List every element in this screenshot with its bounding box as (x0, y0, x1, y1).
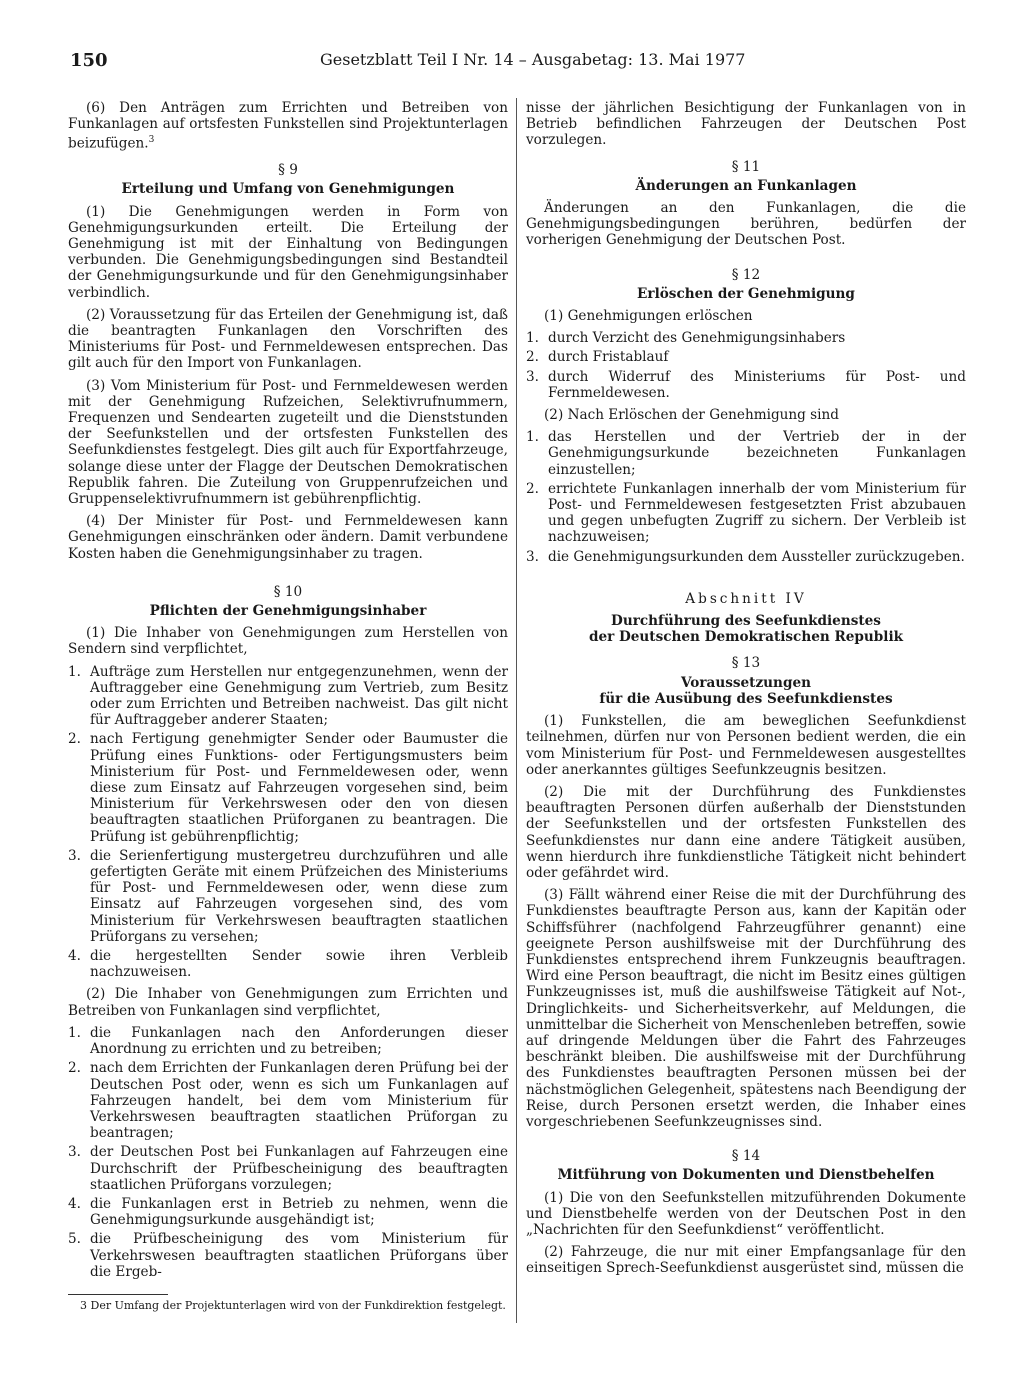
footnote-rule (68, 1294, 168, 1295)
section-title-line: Voraussetzungen (681, 674, 811, 691)
list-text: die Funkanlagen nach den Anforderungen dieser Anordnung zu errichten und zu betreiben; (90, 1024, 508, 1058)
numbered-list (526, 429, 966, 565)
list-item (68, 1231, 508, 1280)
section-number: § 10 (273, 583, 303, 600)
paragraph: (1) Die von den Seefunkstellen mitzuführenden Dokumente und Dienstbehelfe werden von der Deutschen Post in den „Nachrichten für den Seefunkdienst“ veröffentlicht. (526, 1189, 966, 1238)
paragraph: (3) Fällt während einer Reise die mit der Durchführung des Funkdienstes beauftragte Person aus, kann der Kapitän oder Schiffsführer (nachfolgend Fahrzeugführer genannt) eine geeignete Person aushilfsweise mit der Durchführung des Funkdienstes entsprechend ihrem Funkzeugnis beauftragen. Wird eine Person beauftragt, die nicht im Besitz eines gültigen Funkzeugnisses ist, muß die aushilfsweise Tätigkeit auf Not-, Dringlichkeits- und Sicherheitsverkehr, auf Meldungen, die unmittelbar die Sicherheit von Menschenleben betreffen, sowie auf dringende Meldungen über die Fahrt des Fahrzeuges beschränkt bleiben. Die aushilfsweise mit der Durchführung des Funkdienstes beauftragten Personen müssen bei der nächstmöglichen Gelegenheit, spätestens nach Beendigung der Reise, durch Personen ersetzt werden, die Inhaber eines vorgeschriebenen Seefunkzeugnisses sind. (526, 887, 966, 1130)
left-column (68, 100, 508, 1318)
list-number: 4. (68, 948, 81, 965)
list-item (68, 948, 508, 980)
list-item (526, 549, 966, 565)
paragraph: (2) Voraussetzung für das Erteilen der Genehmigung ist, daß die beantragten Funkanlagen den Vorschriften des Ministeriums für Post- und Fernmeldewesen entsprechen. Das gilt auch für den Import von Funkanlagen. (68, 306, 508, 372)
list-text: durch Widerruf des Ministeriums für Post- und Fernmeldewesen. (548, 368, 966, 401)
list-item (68, 1060, 508, 1141)
section-number: § 11 (731, 158, 761, 175)
list-item (68, 1025, 508, 1057)
list-number: 1. (526, 330, 539, 347)
list-number: 3. (526, 548, 539, 565)
list-number: 4. (68, 1195, 81, 1212)
section-number: § 13 (731, 655, 761, 672)
paragraph: (1) Genehmigungen erlöschen (544, 308, 753, 325)
right-column (526, 100, 966, 1283)
numbered-list (68, 1025, 508, 1280)
section-number: § 14 (731, 1148, 761, 1165)
paragraph: (1) Funkstellen, die am beweglichen Seefunkdienst teilnehmen, dürfen nur von Personen bedient werden, die ein vom Ministerium für Post- und Fernmeldewesen ausgestelltes oder anerkanntes gültiges Seefunkzeugnis besitzen. (526, 713, 966, 778)
column-divider (516, 98, 517, 1323)
paragraph: (1) Die Genehmigungen werden in Form von Genehmigungsurkunden erteilt. Die Erteilung der Genehmigung ist mit der Einhaltung von Bedingungen verbunden. Die Genehmigungsbedingungen sind Bestandteil der Genehmigungsurkunde und für den Genehmigungsinhaber verbindlich. (68, 203, 508, 301)
list-text: nach Fertigung genehmigter Sender oder Baumuster die Prüfung eines Funktions- oder Fertigungsmusters beim Ministerium für Post- und Fernmeldewesen oder, wenn diese zum Einsatz auf Fahrzeugen vorgesehen sind, beim Ministerium für Verkehrswesen oder den von diesen beauftragten staatlichen Prüforganen zu beantragen. Die Prüfung ist gebührenpflichtig; (90, 731, 508, 845)
list-item (526, 330, 966, 346)
section-title: Erteilung und Umfang von Genehmigungen (121, 181, 455, 198)
section-number: § 9 (278, 162, 298, 179)
list-item (526, 349, 966, 365)
paragraph-text: (6) Den Anträgen zum Errichten und Betreiben von Funkanlagen auf ortsfesten Funkstellen sind Projektunterlagen beizufügen. (68, 100, 508, 152)
list-number: 3. (68, 847, 81, 864)
footnote-ref: 3 (148, 135, 155, 146)
paragraph: (2) Fahrzeuge, die nur mit einer Empfangsanlage für den einseitigen Sprech-Seefunkdienst ausgerüstet sind, müssen die (526, 1244, 966, 1277)
list-number: 1. (526, 429, 539, 446)
list-text: Aufträge zum Herstellen nur entgegenzunehmen, wenn der Auftraggeber eine Genehmigung zum Vertrieb, zum Besitz oder zum Errichten und Betreiben nachweist. Das gilt nicht für Auftraggeber anderer Staaten; (90, 663, 508, 729)
list-item (68, 664, 508, 729)
list-text: errichtete Funkanlagen innerhalb der vom Ministerium für Post- und Fernmeldewesen festgesetzten Frist abzubauen und gegen unbefugten Zugriff zu sichern. Der Verbleib ist nachzuweisen; (548, 480, 966, 546)
list-item (68, 1144, 508, 1193)
numbered-list (68, 664, 508, 981)
paragraph (68, 100, 508, 152)
list-text: das Herstellen und der Vertrieb der in der Genehmigungsurkunde bezeichneten Funkanlagen einzustellen; (548, 429, 966, 478)
list-text: durch Fristablauf (548, 349, 669, 366)
section-number: § 12 (731, 266, 761, 283)
paragraph-continuation: nisse der jährlichen Besichtigung der Funkanlagen von in Betrieb befindlichen Fahrzeugen der Deutschen Post vorzulegen. (526, 100, 966, 149)
list-number: 2. (526, 480, 539, 497)
section-title-line: für die Ausübung des Seefunkdienstes (599, 690, 893, 707)
list-number: 1. (68, 663, 81, 680)
section-title: Erlöschen der Genehmigung (637, 285, 855, 302)
list-number: 2. (68, 1060, 81, 1077)
paragraph: (3) Vom Ministerium für Post- und Fernmeldewesen werden mit der Genehmigung Rufzeichen, Selektivrufnummern, Frequenzen und Sendearten zugeteilt und die Dienststunden der Seefunkstellen und der ortsfesten Funkstellen des Seefunkdienstes festgelegt. Dies gilt auch für Exportfahrzeuge, solange diese unter der Flagge der Deutschen Demokratischen Republik fahren. Die Zuteilung von Gruppenrufzeichen und Gruppenselektivrufnummern ist gebührenpflichtig. (68, 377, 508, 507)
list-text: nach dem Errichten der Funkanlagen deren Prüfung bei der Deutschen Post oder, wenn es sich um Funkanlagen auf Fahrzeugen handelt, bei dem vom Ministerium für Verkehrswesen beauftragten staatlichen Prüforgan zu beantragen; (90, 1060, 508, 1142)
page-header (70, 50, 970, 76)
list-text: durch Verzicht des Genehmigungsinhabers (548, 330, 846, 347)
section-title (526, 675, 966, 707)
list-item (526, 481, 966, 546)
section-title: Änderungen an Funkanlagen (635, 177, 857, 194)
paragraph: (2) Nach Erlöschen der Genehmigung sind (544, 407, 839, 424)
paragraph: Änderungen an den Funkanlagen, die die Genehmigungsbedingungen berühren, bedürfen der vorherigen Genehmigung der Deutschen Post. (526, 200, 966, 249)
list-item (526, 369, 966, 401)
paragraph: (2) Die Inhaber von Genehmigungen zum Errichten und Betreiben von Funkanlagen sind verpflichtet, (68, 986, 508, 1019)
list-number: 2. (526, 349, 539, 366)
list-text: die hergestellten Sender sowie ihren Verbleib nachzuweisen. (90, 948, 508, 981)
list-number: 2. (68, 731, 81, 748)
paragraph: (2) Die mit der Durchführung des Funkdienstes beauftragten Personen dürfen außerhalb der Dienststunden der Seefunkstellen und der ortsfesten Funkstellen des Seefunkdienstes nur dann eine andere Tätigkeit ausüben, wenn hierdurch ihre funkdienstliche Tätigkeit nicht behindert oder gefährdet wird. (526, 783, 966, 881)
footnote: 3 Der Umfang der Projektunterlagen wird von der Funkdirektion festgelegt. (80, 1298, 506, 1312)
section-title: Pflichten der Genehmigungsinhaber (149, 603, 427, 620)
chapter-heading: Abschnitt IV (685, 590, 807, 607)
list-number: 3. (68, 1144, 81, 1161)
list-item (68, 731, 508, 844)
numbered-list (526, 330, 966, 401)
list-text: die Funkanlagen erst in Betrieb zu nehmen, wenn die Genehmigungsurkunde ausgehändigt ist; (90, 1195, 508, 1229)
list-item (68, 1196, 508, 1228)
list-item (526, 429, 966, 478)
chapter-title-line: der Deutschen Demokratischen Republik (588, 629, 904, 646)
paragraph: (1) Die Inhaber von Genehmigungen zum Herstellen von Sendern sind verpflichtet, (68, 625, 508, 658)
running-title: Gesetzblatt Teil I Nr. 14 – Ausgabetag: 13. Mai 1977 (320, 50, 746, 69)
list-item (68, 848, 508, 945)
list-number: 5. (68, 1231, 81, 1248)
list-text: die Prüfbescheinigung des vom Ministerium für Verkehrswesen beauftragten staatlichen Prüforgans über die Ergeb- (90, 1231, 508, 1280)
list-text: die Serienfertigung mustergetreu durchzuführen und alle gefertigten Geräte mit einem Prüfzeichen des Ministeriums für Post- und Fernmeldewesen oder, wenn diese zum Einsatz auf Fahrzeugen vorgesehen sind, des vom Ministerium für Verkehrswesen beauftragten staatlichen Prüforgans zu versehen; (90, 847, 508, 945)
list-number: 1. (68, 1024, 81, 1041)
page-number: 150 (70, 50, 108, 71)
chapter-title (526, 613, 966, 645)
list-number: 3. (526, 368, 539, 385)
paragraph: (4) Der Minister für Post- und Fernmeldewesen kann Genehmigungen einschränken oder ändern. Damit verbundene Kosten haben die Genehmigungsinhaber zu tragen. (68, 513, 508, 562)
chapter-title-line: Durchführung des Seefunkdienstes (611, 613, 881, 630)
list-text: die Genehmigungsurkunden dem Aussteller zurückzugeben. (548, 548, 965, 565)
list-text: der Deutschen Post bei Funkanlagen auf Fahrzeugen eine Durchschrift der Prüfbescheinigung des beauftragten staatlichen Prüforgans vorzulegen; (90, 1144, 508, 1193)
section-title: Mitführung von Dokumenten und Dienstbehelfen (557, 1167, 935, 1184)
